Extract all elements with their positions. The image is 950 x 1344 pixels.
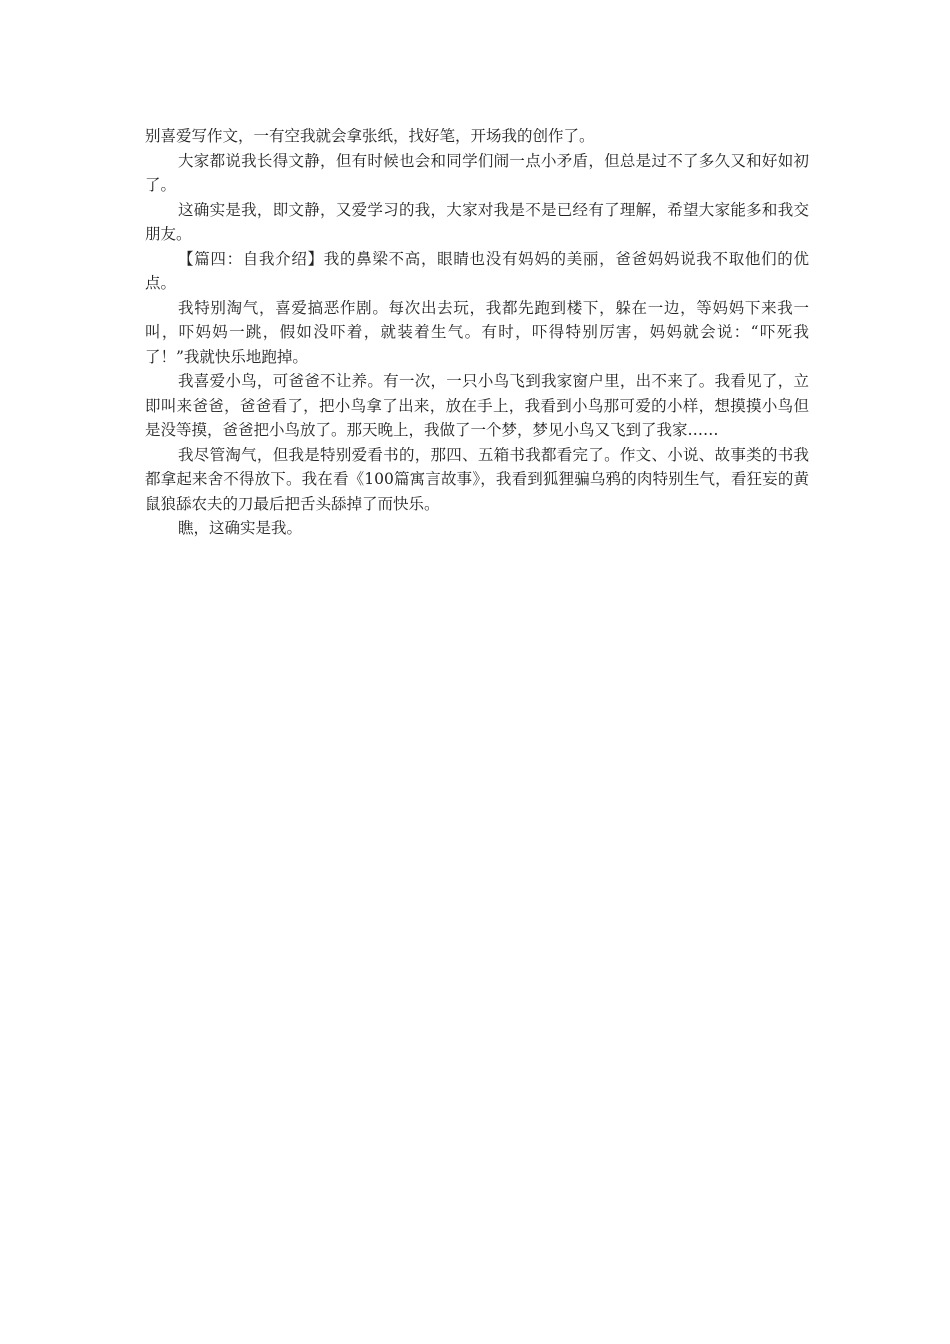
paragraph: 这确实是我，即文静，又爱学习的我，大家对我是不是已经有了理解，希望大家能多和我交朋友。 xyxy=(145,200,809,243)
paragraph: 我喜爱小鸟，可爸爸不让养。有一次，一只小鸟飞到我家窗户里，出不来了。我看见了，立即叫来爸爸，爸爸看了，把小鸟拿了出来，放在手上，我看到小鸟那可爱的小样，想摸摸小鸟但是没等摸，爸爸把小鸟放了。那天晚上，我做了一个梦，梦见小鸟又飞到了我家…… xyxy=(145,372,809,439)
paragraph: 【篇四：自我介绍】我的鼻梁不高，眼睛也没有妈妈的美丽，爸爸妈妈说我不取他们的优点。 xyxy=(145,249,809,292)
body-text xyxy=(145,124,809,541)
paragraph: 别喜爱写作文，一有空我就会拿张纸，找好笔，开场我的创作了。 xyxy=(145,127,595,145)
paragraph: 瞧，这确实是我。 xyxy=(178,519,303,537)
paragraph: 我尽管淘气，但我是特别爱看书的，那四、五箱书我都看完了。作文、小说、故事类的书我都拿起来舍不得放下。我在看《100篇寓言故事》，我看到狐狸骗乌鸦的肉特别生气，看狂妄的黄鼠狼舔农夫的刀最后把舌头舔掉了而快乐。 xyxy=(145,445,809,513)
paragraph: 大家都说我长得文静，但有时候也会和同学们闹一点小矛盾，但总是过不了多久又和好如初了。 xyxy=(145,151,809,194)
paragraph: 我特别淘气，喜爱搞恶作剧。每次出去玩，我都先跑到楼下，躲在一边，等妈妈下来我一叫，吓妈妈一跳，假如没吓着，就装着生气。有时，吓得特别厉害，妈妈就会说：“吓死我了！”我就快乐地跑掉。 xyxy=(145,298,809,366)
